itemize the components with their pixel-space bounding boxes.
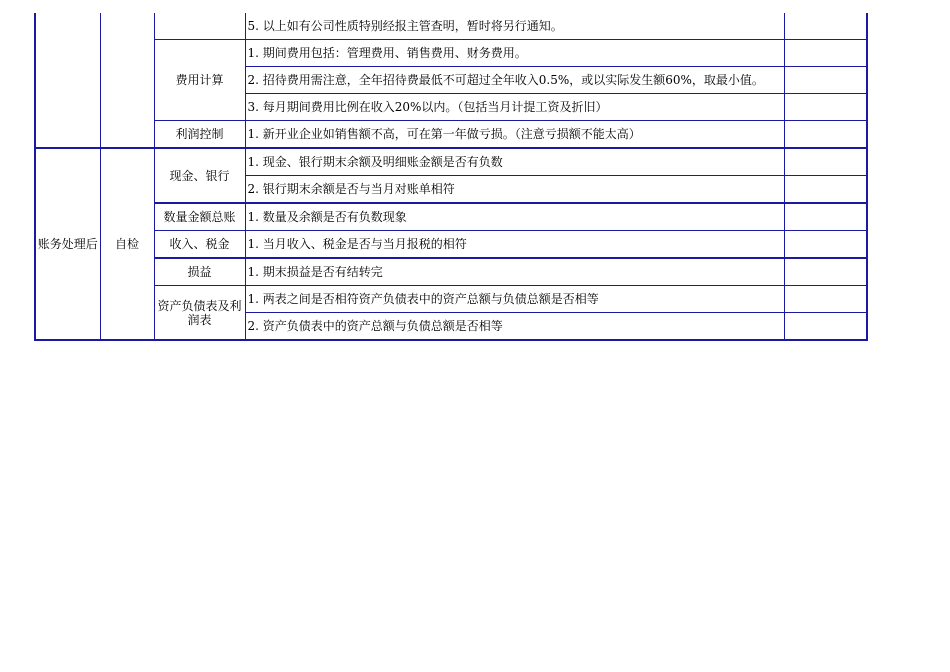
type-cell[interactable]: 自检 xyxy=(100,148,154,340)
category-cell-bs[interactable]: 资产负债表及利润表 xyxy=(154,286,245,341)
check-item[interactable]: 1. 期间费用包括：管理费用、销售费用、财务费用。 xyxy=(245,40,784,67)
result-cell[interactable] xyxy=(784,286,867,313)
check-item[interactable]: 1. 当月收入、税金是否与当月报税的相符 xyxy=(245,231,784,259)
checklist-table xyxy=(34,13,868,341)
table-row xyxy=(35,203,867,231)
check-item[interactable]: 2. 银行期末余额是否与当月对账单相符 xyxy=(245,176,784,204)
category-cell-income[interactable]: 收入、税金 xyxy=(154,231,245,259)
check-item[interactable]: 2. 招待费用需注意，全年招待费最低不可超过全年收入0.5%，或以实际发生额60%，取最小值。 xyxy=(245,67,784,94)
category-cell-pl[interactable]: 损益 xyxy=(154,258,245,286)
category-cell-cash[interactable]: 现金、银行 xyxy=(154,148,245,203)
result-cell[interactable] xyxy=(784,13,867,40)
stage-cell[interactable]: 账务处理后 xyxy=(35,148,100,340)
check-item[interactable]: 1. 数量及余额是否有负数现象 xyxy=(245,203,784,231)
check-item[interactable]: 3. 每月期间费用比例在收入20%以内。（包括当月计提工资及折旧） xyxy=(245,94,784,121)
stage-cell-prev[interactable] xyxy=(35,13,100,148)
table-row xyxy=(35,258,867,286)
check-item[interactable]: 2. 资产负债表中的资产总额与负债总额是否相等 xyxy=(245,313,784,341)
check-item[interactable]: 1. 现金、银行期末余额及明细账金额是否有负数 xyxy=(245,148,784,176)
check-item[interactable]: 1. 期末损益是否有结转完 xyxy=(245,258,784,286)
category-cell-fee[interactable]: 费用计算 xyxy=(154,40,245,121)
table-row xyxy=(35,231,867,259)
table-row xyxy=(35,121,867,149)
check-item[interactable]: 1. 两表之间是否相符资产负债表中的资产总额与负债总额是否相等 xyxy=(245,286,784,313)
category-cell-profit[interactable]: 利润控制 xyxy=(154,121,245,149)
result-cell[interactable] xyxy=(784,148,867,176)
table-row xyxy=(35,148,867,176)
result-cell[interactable] xyxy=(784,231,867,259)
result-cell[interactable] xyxy=(784,313,867,341)
table-row xyxy=(35,13,867,40)
result-cell[interactable] xyxy=(784,203,867,231)
category-cell-qty[interactable]: 数量金额总账 xyxy=(154,203,245,231)
type-cell-prev[interactable] xyxy=(100,13,154,148)
check-item[interactable]: 5. 以上如有公司性质特别经报主管查明，暂时将另行通知。 xyxy=(245,13,784,40)
result-cell[interactable] xyxy=(784,94,867,121)
result-cell[interactable] xyxy=(784,258,867,286)
check-item[interactable]: 1. 新开业企业如销售额不高，可在第一年做亏损。（注意亏损额不能太高） xyxy=(245,121,784,149)
category-cell-prev[interactable] xyxy=(154,13,245,40)
table-row xyxy=(35,40,867,67)
result-cell[interactable] xyxy=(784,67,867,94)
result-cell[interactable] xyxy=(784,176,867,204)
result-cell[interactable] xyxy=(784,121,867,149)
result-cell[interactable] xyxy=(784,40,867,67)
table-row xyxy=(35,286,867,313)
